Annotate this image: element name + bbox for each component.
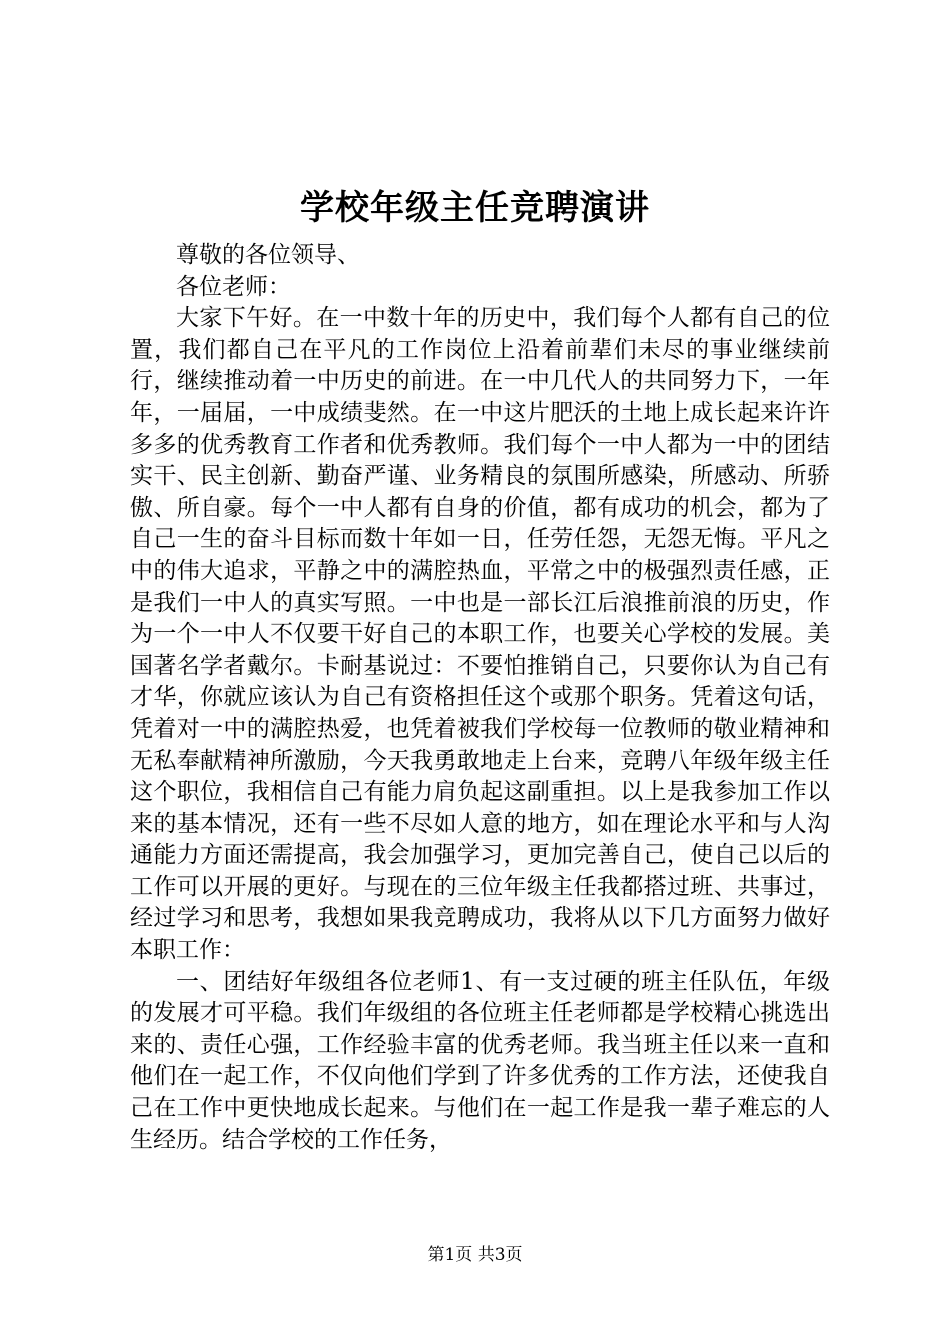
document-body — [130, 240, 830, 1156]
body-paragraph-1: 大家下午好。在一中数十年的历史中，我们每个人都有自己的位置，我们都自己在平凡的工作岗位上沿着前辈们未尽的事业继续前行，继续推动着一中历史的前进。在一中几代人的共同努力下，一年年，一届届，一中成绩斐然。在一中这片肥沃的土地上成长起来许许多多的优秀教育工作者和优秀教师。我们每个一中人都为一中的团结实干、民主创新、勤奋严谨、业务精良的氛围所感染，所感动、所骄傲、所自豪。每个一中人都有自身的价值，都有成功的机会，都为了自己一生的奋斗目标而数十年如一日，任劳任怨，无怨无悔。平凡之中的伟大追求，平静之中的满腔热血，平常之中的极强烈责任感，正是我们一中人的真实写照。一中也是一部长江后浪推前浪的历史，作为一个一中人不仅要干好自己的本职工作，也要关心学校的发展。美国著名学者戴尔。卡耐基说过：不要怕推销自己，只要你认为自己有才华，你就应该认为自己有资格担任这个或那个职务。凭着这句话，凭着对一中的满腔热爱，也凭着被我们学校每一位教师的敬业精神和无私奉献精神所激励，今天我勇敢地走上台来，竞聘八年级年级主任这个职位，我相信自己有能力肩负起这副重担。以上是我参加工作以来的基本情况，还有一些不尽如人意的地方，如在理论水平和与人沟通能力方面还需提高，我会加强学习，更加完善自己，使自己以后的工作可以开展的更好。与现在的三位年级主任我都搭过班、共事过，经过学习和思考，我想如果我竞聘成功，我将从以下几方面努力做好本职工作： — [130, 305, 830, 964]
document-title: 学校年级主任竞聘演讲 — [300, 188, 650, 228]
page-footer: 第1页 共3页 — [427, 1245, 523, 1265]
salutation-line-1: 尊敬的各位领导、 — [176, 242, 360, 268]
salutation-line-2: 各位老师： — [176, 273, 291, 300]
body-paragraph-2: 一、团结好年级组各位老师1、有一支过硬的班主任队伍，年级的发展才可平稳。我们年级组的各位班主任老师都是学校精心挑选出来的、责任心强，工作经验丰富的优秀老师。我当班主任以来一直和他们在一起工作，不仅向他们学到了许多优秀的工作方法，还使我自己在工作中更快地成长起来。与他们在一起工作是我一辈子难忘的人生经历。结合学校的工作任务， — [130, 968, 830, 1153]
